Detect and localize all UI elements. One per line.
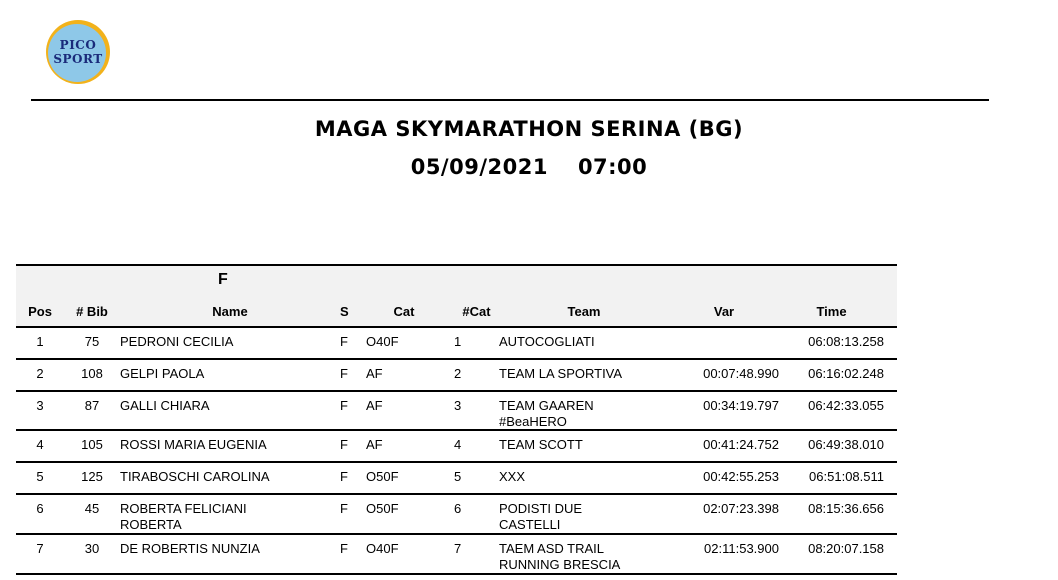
- header-name: Name: [212, 303, 248, 319]
- table-row: [16, 535, 897, 575]
- cell-bib: 108: [81, 366, 103, 381]
- cell-pos: 1: [36, 334, 44, 349]
- cell-bib: 45: [84, 501, 100, 516]
- event-date: 05/09/2021: [410, 155, 548, 179]
- cell-name: PEDRONI CECILIA: [120, 334, 234, 349]
- cell-cat: AF: [366, 398, 383, 413]
- header-divider: [31, 99, 989, 101]
- cell-pos: 5: [36, 469, 44, 484]
- cell-cat: O40F: [366, 334, 399, 349]
- cell-var: 00:34:19.797: [703, 398, 779, 413]
- cell-bib: 125: [81, 469, 103, 484]
- cell-cat: O50F: [366, 469, 399, 484]
- event-time: 07:00: [577, 155, 648, 179]
- cell-time: 06:08:13.258: [808, 334, 884, 349]
- header-cat: Cat: [393, 303, 415, 319]
- cell-team: XXX: [499, 469, 526, 484]
- cell-team: TEAM GAAREN #BeaHERO: [499, 398, 594, 429]
- header-cat-rank: #Cat: [462, 303, 491, 319]
- event-title: MAGA SKYMARATHON SERINA (BG): [314, 117, 744, 141]
- header-bib: # Bib: [76, 303, 108, 319]
- cell-bib: 30: [84, 541, 100, 556]
- cell-team: PODISTI DUE CASTELLI: [499, 501, 583, 532]
- cell-cat-rank: 3: [454, 398, 462, 413]
- cell-sex: F: [340, 501, 348, 516]
- cell-bib: 75: [84, 334, 100, 349]
- cell-cat-rank: 4: [454, 437, 462, 452]
- cell-cat-rank: 2: [454, 366, 462, 381]
- cell-var: 00:41:24.752: [703, 437, 779, 452]
- header-pos: Pos: [28, 303, 52, 319]
- cell-sex: F: [340, 541, 348, 556]
- cell-pos: 3: [36, 398, 44, 413]
- category-section-header: [16, 264, 897, 296]
- cell-var: 02:07:23.398: [703, 501, 779, 516]
- header-var: Var: [713, 303, 735, 319]
- cell-sex: F: [340, 334, 348, 349]
- table-row: [16, 495, 897, 535]
- cell-cat: O50F: [366, 501, 399, 516]
- logo-line-1: PICO: [59, 38, 97, 52]
- cell-time: 08:20:07.158: [808, 541, 884, 556]
- cell-sex: F: [340, 437, 348, 452]
- cell-pos: 7: [36, 541, 44, 556]
- cell-cat: AF: [366, 437, 383, 452]
- table-row: [16, 392, 897, 431]
- cell-cat: O40F: [366, 541, 399, 556]
- cell-cat-rank: 7: [454, 541, 462, 556]
- cell-pos: 4: [36, 437, 44, 452]
- cell-name: ROBERTA FELICIANI ROBERTA: [120, 501, 247, 532]
- cell-time: 06:16:02.248: [808, 366, 884, 381]
- cell-var: 00:42:55.253: [703, 469, 779, 484]
- cell-time: 06:42:33.055: [808, 398, 884, 413]
- header-sex: S: [340, 303, 349, 319]
- cell-bib: 87: [84, 398, 100, 413]
- cell-team: AUTOCOGLIATI: [499, 334, 595, 349]
- header-time: Time: [816, 303, 847, 319]
- cell-cat: AF: [366, 366, 383, 381]
- logo-text: [44, 18, 112, 86]
- event-datetime: [0, 155, 1058, 179]
- table-header-row: [16, 296, 897, 328]
- cell-team: TEAM SCOTT: [499, 437, 583, 452]
- table-row: [16, 463, 897, 495]
- cell-pos: 2: [36, 366, 44, 381]
- cell-team: TEAM LA SPORTIVA: [499, 366, 623, 381]
- cell-sex: F: [340, 398, 348, 413]
- pico-sport-logo: [44, 18, 112, 86]
- header-team: Team: [567, 303, 601, 319]
- cell-name: GALLI CHIARA: [120, 398, 210, 413]
- cell-bib: 105: [81, 437, 103, 452]
- cell-pos: 6: [36, 501, 44, 516]
- cell-name: ROSSI MARIA EUGENIA: [120, 437, 267, 452]
- cell-team: TAEM ASD TRAIL RUNNING BRESCIA: [499, 541, 621, 572]
- cell-time: 08:15:36.656: [808, 501, 884, 516]
- table-row: [16, 328, 897, 360]
- cell-time: 06:49:38.010: [808, 437, 884, 452]
- cell-name: DE ROBERTIS NUNZIA: [120, 541, 260, 556]
- cell-cat-rank: 1: [454, 334, 462, 349]
- cell-var: 00:07:48.990: [703, 366, 779, 381]
- cell-cat-rank: 5: [454, 469, 462, 484]
- cell-name: TIRABOSCHI CAROLINA: [120, 469, 270, 484]
- results-table: [16, 264, 897, 575]
- cell-time: 06:51:08.511: [809, 469, 884, 484]
- cell-cat-rank: 6: [454, 501, 462, 516]
- cell-sex: F: [340, 469, 348, 484]
- logo-line-2: SPORT: [53, 52, 103, 66]
- cell-sex: F: [340, 366, 348, 381]
- category-label: F: [218, 271, 228, 288]
- cell-name: GELPI PAOLA: [120, 366, 205, 381]
- cell-var: 02:11:53.900: [704, 541, 779, 556]
- table-row: [16, 360, 897, 392]
- table-row: [16, 431, 897, 463]
